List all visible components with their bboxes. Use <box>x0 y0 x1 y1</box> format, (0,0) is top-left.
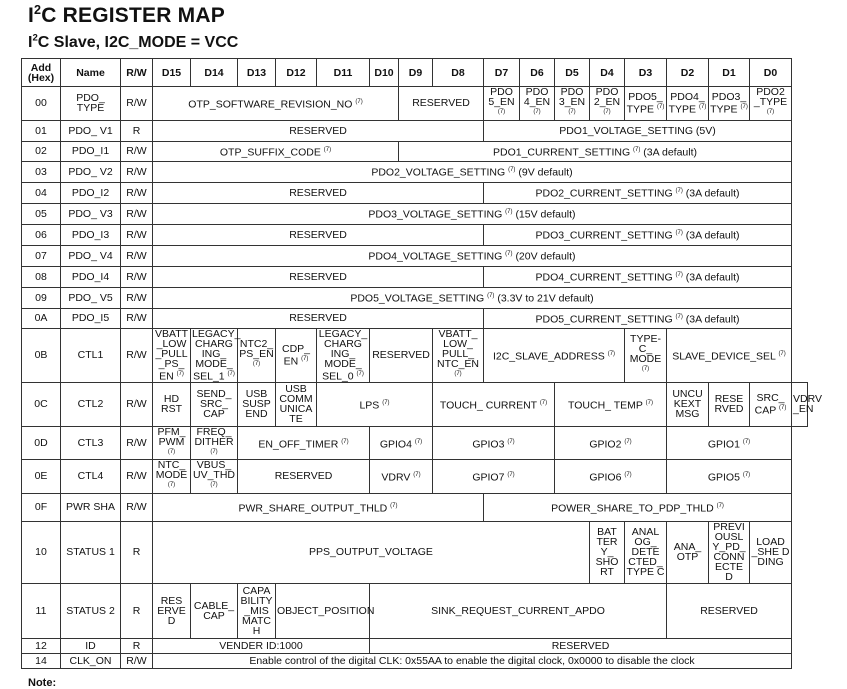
reg-field: SLAVE_DEVICE_SEL $^{(7)}$ <box>667 328 792 382</box>
reg-rw: R/W <box>121 224 153 245</box>
header-d12: D12 <box>276 59 317 87</box>
reg-rw: R/W <box>121 141 153 161</box>
reg-addr: 0B <box>22 328 61 382</box>
reg-rw: R <box>121 638 153 653</box>
header-d3: D3 <box>625 59 667 87</box>
reg-field: RESERVED <box>370 638 792 653</box>
reg-bit: HD RST <box>153 382 191 426</box>
reg-bit: PDO 4_EN $^{(7)}$ <box>520 87 555 121</box>
reg-bit: PDO 2_EN $^{(7)}$ <box>590 87 625 121</box>
page-title: $I^2C$ REGISTER MAP <box>28 3 225 27</box>
table-row <box>22 141 808 161</box>
reg-field: PDO1_CURRENT_SETTING $^{(7)}$ (3A default) <box>399 141 792 161</box>
table-row <box>22 161 808 182</box>
reg-rw: R/W <box>121 328 153 382</box>
reg-field: VDRV $^{(7)}$ <box>370 460 433 494</box>
reg-field: PDO3_VOLTAGE_SETTING $^{(7)}$ (15V default) <box>153 203 792 224</box>
reg-addr: 0A <box>22 308 61 328</box>
reg-field: PDO4_VOLTAGE_SETTING $^{(7)}$ (20V default) <box>153 245 792 266</box>
reg-field: RESERVED <box>153 224 484 245</box>
reg-bit: FREQ_ DITHER $^{(7)}$ <box>191 426 238 460</box>
note-label: Note: <box>28 677 57 689</box>
reg-bit: CDP_ EN $^{(7)}$ <box>276 328 317 382</box>
reg-addr: 0E <box>22 460 61 494</box>
table-row <box>22 328 808 382</box>
reg-name: PDO_ V3 <box>61 203 121 224</box>
reg-field: OTP_SOFTWARE_REVISION_NO $^{(7)}$ <box>153 87 399 121</box>
reg-bit: USB COMM UNICA TE <box>276 382 317 426</box>
reg-rw: R/W <box>121 287 153 308</box>
reg-rw: R <box>121 120 153 141</box>
reg-addr: 09 <box>22 287 61 308</box>
reg-bit: PDO 5_EN $^{(7)}$ <box>484 87 520 121</box>
reg-rw: R/W <box>121 382 153 426</box>
table-row <box>22 460 808 494</box>
reg-field: PDO5_VOLTAGE_SETTING $^{(7)}$ (3.3V to 21V default) <box>153 287 792 308</box>
reg-field: RESERVED <box>153 266 484 287</box>
header-d8: D8 <box>433 59 484 87</box>
reg-name: PDO_ V2 <box>61 161 121 182</box>
register-map-table <box>21 58 822 669</box>
reg-rw: R/W <box>121 203 153 224</box>
table-row <box>22 224 808 245</box>
reg-field: EN_OFF_TIMER $^{(7)}$ <box>238 426 370 460</box>
reg-field: OTP_SUFFIX_CODE $^{(7)}$ <box>153 141 399 161</box>
reg-field: LPS $^{(7)}$ <box>317 382 433 426</box>
reg-addr: 00 <box>22 87 61 121</box>
reg-addr: 12 <box>22 638 61 653</box>
reg-rw: R/W <box>121 653 153 668</box>
reg-bit: ANAL OG_ DETE CTED_ TYPE C <box>625 521 667 583</box>
reg-bit: PREVI OUSL Y_PD_ CONN ECTE D <box>709 521 750 583</box>
table-row <box>22 120 808 141</box>
table-row <box>22 245 808 266</box>
reg-addr: 04 <box>22 182 61 203</box>
header-d13: D13 <box>238 59 276 87</box>
reg-bit: PDO 3_EN $^{(7)}$ <box>555 87 590 121</box>
table-row <box>22 182 808 203</box>
reg-name: STATUS 1 <box>61 521 121 583</box>
reg-field: RESERVED <box>153 182 484 203</box>
reg-bit: PDO3_ TYPE $^{(7)}$ <box>709 87 750 121</box>
reg-bit: PDO5_ TYPE $^{(7)}$ <box>625 87 667 121</box>
table-row <box>22 521 808 583</box>
reg-name: PDO_I5 <box>61 308 121 328</box>
reg-rw: R/W <box>121 161 153 182</box>
reg-bit: SEND_ SRC_ CAP <box>191 382 238 426</box>
header-d15: D15 <box>153 59 191 87</box>
reg-name: PDO_I2 <box>61 182 121 203</box>
reg-name: PDO_I3 <box>61 224 121 245</box>
header-d1: D1 <box>709 59 750 87</box>
reg-rw: R/W <box>121 308 153 328</box>
header-d14: D14 <box>191 59 238 87</box>
reg-bit: UNCU KEXT MSG <box>667 382 709 426</box>
reg-name: STATUS 2 <box>61 583 121 638</box>
table-row <box>22 308 808 328</box>
reg-field: SINK_REQUEST_CURRENT_APDO <box>370 583 667 638</box>
reg-addr: 0D <box>22 426 61 460</box>
reg-addr: 14 <box>22 653 61 668</box>
reg-field: Enable control of the digital CLK: 0x55AA to enable the digital clock, 0x0000 to disable the clock <box>153 653 792 668</box>
table-row <box>22 382 808 426</box>
reg-field: RESERVED <box>238 460 370 494</box>
reg-rw: R <box>121 583 153 638</box>
header-d4: D4 <box>590 59 625 87</box>
table-row <box>22 583 808 638</box>
reg-bit: VBUS_ UV_THD $^{(7)}$ <box>191 460 238 494</box>
reg-field: RESERVED <box>370 328 433 382</box>
reg-field: RESERVED <box>399 87 484 121</box>
header-addr: Add (Hex) <box>22 59 61 87</box>
reg-rw: R/W <box>121 245 153 266</box>
header-d6: D6 <box>520 59 555 87</box>
header-d11: D11 <box>317 59 370 87</box>
reg-bit: NTC_ MODE $^{(7)}$ <box>153 460 191 494</box>
reg-rw: R/W <box>121 460 153 494</box>
header-d0: D0 <box>750 59 792 87</box>
reg-bit: PDO4_ TYPE $^{(7)}$ <box>667 87 709 121</box>
reg-bit: ANA_ OTP <box>667 521 709 583</box>
reg-bit: NTC2_ PS_EN $^{(7)}$ <box>238 328 276 382</box>
reg-rw: R/W <box>121 87 153 121</box>
reg-rw: R/W <box>121 266 153 287</box>
reg-field: VENDER ID:1000 <box>153 638 370 653</box>
header-d9: D9 <box>399 59 433 87</box>
reg-field: PDO2_VOLTAGE_SETTING $^{(7)}$ (9V default) <box>153 161 792 182</box>
table-row <box>22 426 808 460</box>
reg-addr: 01 <box>22 120 61 141</box>
reg-addr: 10 <box>22 521 61 583</box>
reg-bit: TYPE- C_ MODE $^{(7)}$ <box>625 328 667 382</box>
header-d5: D5 <box>555 59 590 87</box>
table-row <box>22 266 808 287</box>
table-row <box>22 653 808 668</box>
reg-field: PDO3_CURRENT_SETTING $^{(7)}$ (3A default) <box>484 224 792 245</box>
reg-rw: R <box>121 521 153 583</box>
reg-name: CTL2 <box>61 382 121 426</box>
reg-bit: RES ERVE D <box>153 583 191 638</box>
reg-bit: RESE RVED <box>709 382 750 426</box>
reg-name: PDO_ V4 <box>61 245 121 266</box>
reg-field: GPIO6 $^{(7)}$ <box>555 460 667 494</box>
reg-addr: 08 <box>22 266 61 287</box>
reg-bit: LEGACY_ CHARG ING_ MODE_ SEL_0 $^{(7)}$ <box>317 328 370 382</box>
reg-field: GPIO1 $^{(7)}$ <box>667 426 792 460</box>
reg-field: PWR_SHARE_OUTPUT_THLD $^{(7)}$ <box>153 493 484 521</box>
reg-field: PDO4_CURRENT_SETTING $^{(7)}$ (3A default) <box>484 266 792 287</box>
table-row <box>22 493 808 521</box>
reg-addr: 02 <box>22 141 61 161</box>
reg-field: PPS_OUTPUT_VOLTAGE <box>153 521 590 583</box>
header-row <box>22 59 808 87</box>
header-name: Name <box>61 59 121 87</box>
reg-bit: LEGACY_ CHARG ING_ MODE_ SEL_1 $^{(7)}$ <box>192 327 241 383</box>
reg-field: PDO2_CURRENT_SETTING $^{(7)}$ (3A default) <box>484 182 792 203</box>
reg-field: PDO1_VOLTAGE_SETTING (5V) <box>484 120 792 141</box>
reg-name: PDO_ TYPE <box>61 87 121 121</box>
reg-name: CLK_ON <box>61 653 121 668</box>
reg-name: CTL1 <box>61 328 121 382</box>
reg-rw: R/W <box>121 182 153 203</box>
header-d2: D2 <box>667 59 709 87</box>
reg-bit: VDRV _EN <box>792 382 808 426</box>
table-row <box>22 638 808 653</box>
header-rw: R/W <box>121 59 153 87</box>
reg-name: PDO_I4 <box>61 266 121 287</box>
table-row <box>22 203 808 224</box>
reg-rw: R/W <box>121 493 153 521</box>
reg-field: GPIO2 $^{(7)}$ <box>555 426 667 460</box>
reg-bit: LOAD _SHE D DING <box>750 521 792 583</box>
reg-bit: SRC_ CAP $^{(7)}$ <box>750 382 792 426</box>
reg-field: I2C_SLAVE_ADDRESS $^{(7)}$ <box>484 328 625 382</box>
reg-field: RESERVED <box>153 120 484 141</box>
reg-name: ID <box>61 638 121 653</box>
reg-name: CTL4 <box>61 460 121 494</box>
reg-bit: BAT TER Y_ SHO RT <box>590 521 625 583</box>
reg-bit: VBATT_ LOW_ PULL_ NTC_EN $^{(7)}$ <box>433 328 484 382</box>
reg-addr: 05 <box>22 203 61 224</box>
reg-name: PWR SHA <box>61 493 121 521</box>
table-row <box>22 287 808 308</box>
reg-name: PDO_I1 <box>61 141 121 161</box>
reg-rw: R/W <box>121 426 153 460</box>
reg-field: OBJECT_POSITION <box>276 583 370 638</box>
reg-field: TOUCH_ TEMP $^{(7)}$ <box>555 382 667 426</box>
reg-bit: CABLE_ CAP <box>191 583 238 638</box>
reg-addr: 07 <box>22 245 61 266</box>
reg-bit: PFM_ PWM $^{(7)}$ <box>153 426 191 460</box>
reg-name: PDO_ V5 <box>61 287 121 308</box>
page-subtitle: $I^2C$ Slave, I2C_MODE = VCC <box>28 32 239 51</box>
table-row <box>22 87 808 121</box>
reg-field: TOUCH_ CURRENT $^{(7)}$ <box>433 382 555 426</box>
reg-addr: 11 <box>22 583 61 638</box>
reg-field: POWER_SHARE_TO_PDP_THLD $^{(7)}$ <box>484 493 792 521</box>
reg-bit: PDO2 _TYPE $^{(7)}$ <box>750 87 792 121</box>
reg-field: RESERVED <box>667 583 792 638</box>
reg-addr: 0F <box>22 493 61 521</box>
reg-bit: USB SUSP END <box>238 382 276 426</box>
reg-name: PDO_ V1 <box>61 120 121 141</box>
reg-field: GPIO7 $^{(7)}$ <box>433 460 555 494</box>
reg-name: CTL3 <box>61 426 121 460</box>
header-d7: D7 <box>484 59 520 87</box>
reg-bit: CAPA BILITY _MIS MATC H <box>238 583 276 638</box>
reg-bit: VBATT _LOW _PULL _PS_ EN $^{(7)}$ <box>153 328 191 382</box>
reg-field: PDO5_CURRENT_SETTING $^{(7)}$ (3A default) <box>484 308 792 328</box>
reg-addr: 0C <box>22 382 61 426</box>
reg-field: GPIO3 $^{(7)}$ <box>433 426 555 460</box>
reg-field: RESERVED <box>153 308 484 328</box>
header-d10: D10 <box>370 59 399 87</box>
reg-field: GPIO5 $^{(7)}$ <box>667 460 792 494</box>
reg-field: GPIO4 $^{(7)}$ <box>370 426 433 460</box>
reg-addr: 03 <box>22 161 61 182</box>
reg-addr: 06 <box>22 224 61 245</box>
